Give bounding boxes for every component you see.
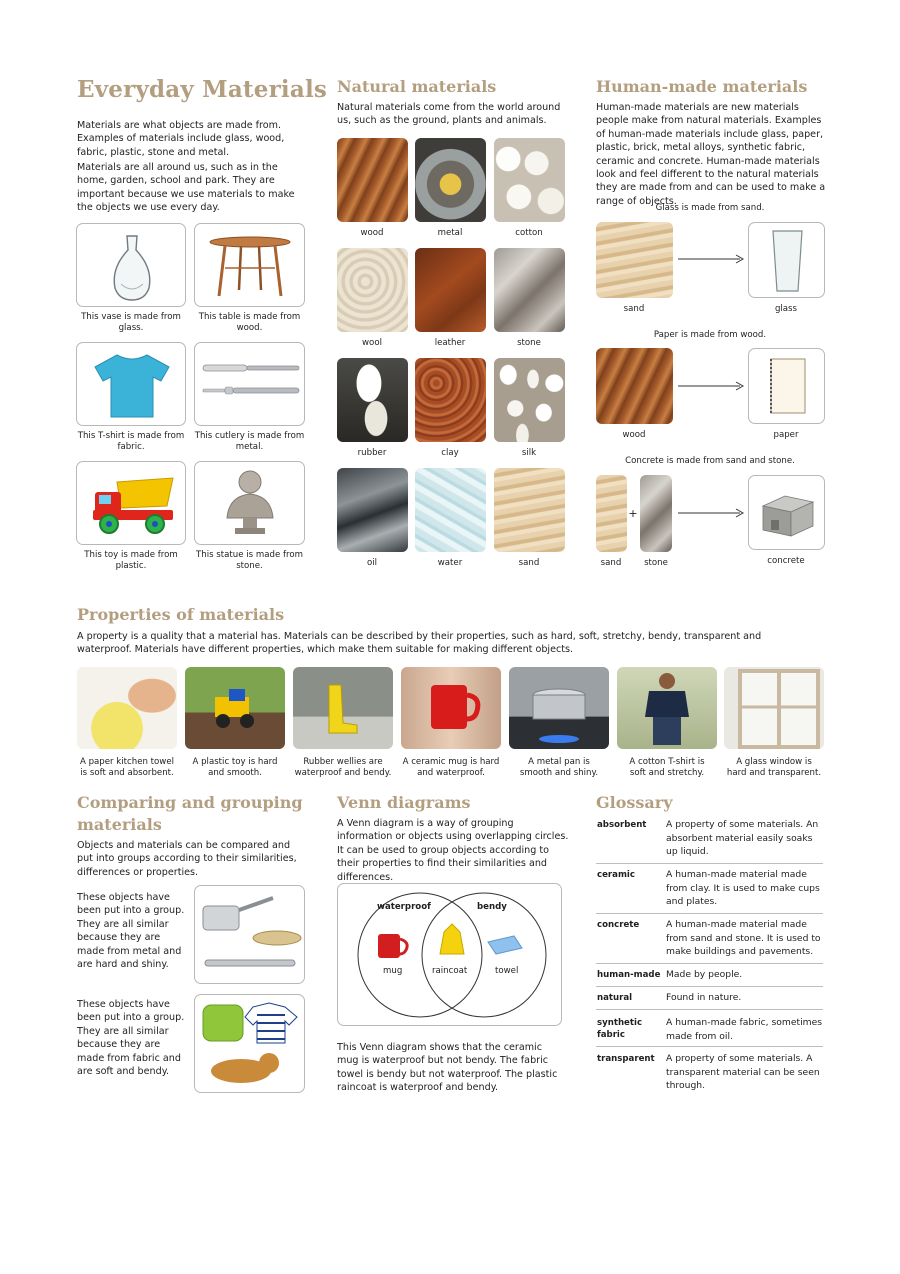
venn-right-item: towel (495, 966, 519, 976)
towel-caption: A paper kitchen towel is soft and absorbent. (79, 757, 175, 779)
properties-title: Properties of materials (77, 605, 285, 624)
notebook-icon (749, 349, 825, 424)
glossary-divider (596, 1046, 823, 1047)
glass-heading: Glass is made from sand. (655, 203, 765, 213)
concrete-from2-label: stone (644, 558, 668, 568)
leather-swatch (415, 248, 486, 332)
cotton-tshirt-photo (617, 667, 717, 749)
wood-label: wood (360, 228, 384, 238)
oil-swatch (337, 468, 408, 552)
glossary-divider (596, 863, 823, 864)
glossary-definition: A human-made fabric, sometimes made from oil. (666, 1017, 823, 1042)
glossary-title: Glossary (596, 793, 673, 812)
venn-text: A Venn diagram is a way of grouping information or objects using overlapping circles. It can be used to group objects according to their properties to find their similarities and differences. (337, 818, 569, 883)
cotton-swatch (494, 138, 565, 222)
silk-swatch (494, 358, 565, 442)
stone-swatch (494, 248, 565, 332)
glossary-term: synthetic fabric (597, 1018, 643, 1040)
glossary-term: transparent (597, 1054, 655, 1064)
human-made-text: Human-made materials are new materials people make from natural materials. Examples of human-made materials include glass, paper, plastic, brick, metal alloys, synthetic fabric, ceramic and concrete. Human-made materials look and feel different to the natural materials they are made from and can be used to make a range of objects. (596, 102, 826, 207)
cotton-label: cotton (515, 228, 543, 238)
paper-to-label: paper (773, 430, 799, 440)
glossary-term: human-made (597, 970, 661, 980)
paper-card (748, 348, 825, 424)
arrow-icon (676, 506, 746, 520)
glossary-definition: A human-made material made from clay. It is used to make cups and plates. (666, 869, 820, 908)
natural-text: Natural materials come from the world around us, such as the ground, plants and animals. (337, 102, 561, 127)
venn-circles (338, 884, 562, 1026)
glossary-definition: Found in nature. (666, 992, 742, 1003)
tshirt-property-caption: A cotton T-shirt is soft and stretchy. (629, 757, 705, 779)
glossary-divider (596, 963, 823, 964)
glossary-term: concrete (597, 920, 640, 930)
sand-image (596, 222, 673, 298)
glass-card (748, 222, 825, 298)
metal-group-card (194, 885, 305, 984)
venn-left-label: waterproof (377, 902, 431, 912)
pan-caption: A metal pan is smooth and shiny. (519, 757, 599, 779)
venn-diagram (337, 883, 562, 1026)
glossary-definition: Made by people. (666, 969, 743, 980)
glossary-divider (596, 986, 823, 987)
venn-right-label: bendy (477, 902, 507, 912)
glossary-definition: A human-made material made from sand and stone. It is used to make buildings and pavements. (666, 919, 821, 958)
cutlery-caption: This cutlery is made from metal. (194, 431, 305, 453)
intro-paragraph-2: Materials are all around us, such as in the home, garden, school and park. They are important because we use materials to make the objects we use every day. (77, 162, 295, 214)
glossary-definition: A property of some materials. An absorbent material easily soaks up liquid. (666, 819, 819, 858)
comparing-text: Objects and materials can be compared and put into groups according to their similarities, differences or properties. (77, 840, 297, 878)
metal-objects-icon (195, 886, 305, 984)
venn-left-item: mug (383, 966, 403, 976)
clay-label: clay (441, 448, 459, 458)
mug-icon (401, 667, 501, 749)
mug-caption: A ceramic mug is hard and waterproof. (402, 757, 500, 779)
toy-caption: This toy is made from plastic. (84, 550, 178, 572)
group2-text: These objects have been put into a group. They are all similar because they are made from fabric and are soft and bendy. (77, 999, 185, 1078)
fabric-objects-icon (195, 995, 305, 1093)
cutlery-icon (195, 343, 305, 426)
wool-label: wool (362, 338, 382, 348)
venn-caption: This Venn diagram shows that the ceramic mug is waterproof but not bendy. The fabric towel is bendy but not waterproof. The plastic raincoat is waterproof and bendy. (337, 1042, 558, 1094)
concrete-block-icon (749, 476, 825, 550)
toy-digger-icon (185, 667, 285, 749)
silk-label: silk (521, 448, 537, 458)
group1-text: These objects have been put into a group. They are all similar because they are made from metal and are hard and shiny. (77, 892, 185, 971)
concrete-from1-label: sand (600, 558, 622, 568)
vase-caption: This vase is made from glass. (81, 312, 181, 334)
wool-swatch (337, 248, 408, 332)
statue-caption: This statue is made from stone. (196, 550, 303, 572)
wellies-caption: Rubber wellies are waterproof and bendy. (294, 757, 392, 779)
tshirt-caption: This T-shirt is made from fabric. (77, 431, 185, 453)
vase-card (76, 223, 186, 307)
concrete-heading: Concrete is made from sand and stone. (625, 456, 795, 466)
sand-label: sand (518, 558, 540, 568)
sand-swatch (494, 468, 565, 552)
cutlery-card (194, 342, 305, 426)
table-icon (195, 224, 305, 307)
ceramic-mug-photo (401, 667, 501, 749)
glossary-term: absorbent (597, 820, 647, 830)
window-icon (724, 667, 824, 749)
table-caption: This table is made from wood. (198, 312, 301, 334)
water-label: water (437, 558, 463, 568)
page-title: Everyday Materials (77, 76, 328, 103)
glass-icon (749, 223, 825, 298)
glossary-divider (596, 913, 823, 914)
glossary-divider (596, 1009, 823, 1010)
metal-pan-photo (509, 667, 609, 749)
glass-window-photo (724, 667, 824, 749)
plastic-toy-caption: A plastic toy is hard and smooth. (192, 757, 278, 779)
properties-text: A property is a quality that a material has. Materials can be described by their properties, such as hard, soft, stretchy, bendy, transparent and waterproof. Materials have different properties, which make them suitable for making different objects. (77, 631, 762, 656)
metal-swatch (415, 138, 486, 222)
natural-title: Natural materials (337, 77, 497, 96)
pan-icon (509, 667, 609, 749)
venn-middle-item: raincoat (432, 966, 468, 976)
fabric-group-card (194, 994, 305, 1093)
human-made-title: Human-made materials (596, 77, 808, 96)
tshirt-icon (77, 343, 186, 426)
vase-icon (77, 224, 186, 307)
glossary-definition: A property of some materials. A transparent material can be seen through. (666, 1053, 820, 1092)
statue-card (194, 461, 305, 545)
wood-image (596, 348, 673, 424)
toy-card (76, 461, 186, 545)
paper-towel-photo (77, 667, 177, 749)
concrete-to-label: concrete (767, 556, 805, 566)
glass-to-label: glass (774, 304, 798, 314)
paper-heading: Paper is made from wood. (653, 330, 767, 340)
child-tshirt-icon (617, 667, 717, 749)
metal-label: metal (437, 228, 463, 238)
tshirt-card (76, 342, 186, 426)
paper-from-label: wood (622, 430, 646, 440)
arrow-icon (676, 379, 746, 393)
intro-paragraph-1: Materials are what objects are made from. Examples of materials include glass, wood, fabric, plastic, stone and metal. (77, 120, 285, 158)
window-caption: A glass window is hard and transparent. (726, 757, 822, 779)
plus-sign: + (628, 507, 638, 520)
glossary-term: natural (597, 993, 633, 1003)
wood-swatch (337, 138, 408, 222)
toy-truck-icon (77, 462, 186, 545)
rubber-label: rubber (357, 448, 387, 458)
stone-label: stone (517, 338, 541, 348)
water-swatch (415, 468, 486, 552)
sand-image-small (596, 475, 627, 552)
stone-image-small (640, 475, 672, 552)
table-card (194, 223, 305, 307)
concrete-card (748, 475, 825, 550)
rubber-swatch (337, 358, 408, 442)
oil-label: oil (366, 558, 378, 568)
leather-label: leather (434, 338, 466, 348)
clay-swatch (415, 358, 486, 442)
wellies-photo (293, 667, 393, 749)
glossary-term: ceramic (597, 870, 635, 880)
comparing-title: Comparing and grouping materials (77, 793, 303, 834)
plastic-toy-photo (185, 667, 285, 749)
boots-icon (293, 667, 393, 749)
arrow-icon (676, 252, 746, 266)
statue-icon (195, 462, 305, 545)
glass-from-label: sand (623, 304, 645, 314)
venn-title: Venn diagrams (337, 793, 471, 812)
